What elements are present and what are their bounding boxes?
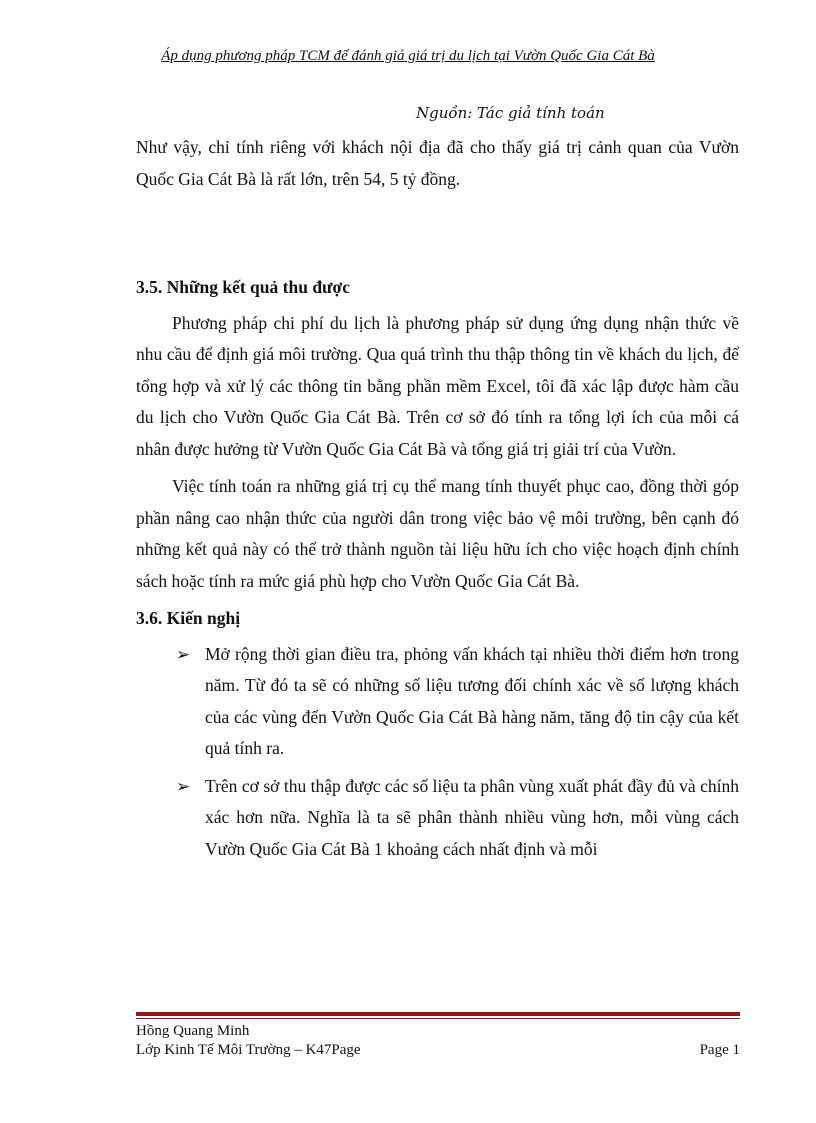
footer-author: Hồng Quang Minh (136, 1023, 250, 1039)
footer-divider-thick (136, 1012, 740, 1016)
list-item (136, 639, 739, 765)
section-heading-3-6: 3.6. Kiến nghị (136, 608, 241, 628)
intro-paragraph: Như vậy, chỉ tính riêng với khách nội địa đã cho thấy giá trị cảnh quan của Vườn Quốc Gia Cát Bà là rất lớn, trên 54, 5 tỷ đồng. (136, 137, 739, 189)
arrow-bullet-icon: ➢ (176, 776, 191, 796)
section-heading-3-5: 3.5. Những kết quả thu được (136, 277, 351, 297)
recommendation-list (136, 639, 739, 866)
page-number: Page 1 (699, 1042, 740, 1058)
table-source-note: Nguồn: Tác giả tính toán (416, 104, 605, 122)
document-body (136, 132, 739, 865)
list-item (136, 771, 739, 866)
recommendation-text: Trên cơ sở thu thập được các số liệu ta phân vùng xuất phát đầy đủ và chính xác hơn nữa. Nghĩa là ta sẽ phân thành nhiều vùng hơn, mỗi vùng cách Vườn Quốc Gia Cát Bà 1 khoảng cách nhất định và mỗi (205, 775, 739, 859)
running-header: Áp dụng phương pháp TCM để đánh giá giá trị du lịch tại Vườn Quốc Gia Cát Bà (161, 48, 655, 64)
footer-class: Lớp Kinh Tế Môi Trường – K47Page (136, 1042, 361, 1058)
footer-divider-thin (136, 1018, 740, 1019)
arrow-bullet-icon: ➢ (176, 644, 191, 664)
page-footer (136, 1022, 740, 1060)
paragraph-results-1: Phương pháp chi phí du lịch là phương pháp sử dụng ứng dụng nhận thức về nhu cầu để định giá môi trường. Qua quá trình thu thập thông tin về khách du lịch, để tổng hợp và xử lý các thông tin bằng phần mềm Excel, tôi đã xác lập được hàm cầu du lịch cho Vườn Quốc Gia Cát Bà. Trên cơ sở đó tính ra tổng lợi ích của mỗi cá nhân được hưởng từ Vườn Quốc Gia Cát Bà và tổng giá trị giải trí của Vườn. (136, 312, 739, 459)
paragraph-results-2: Việc tính toán ra những giá trị cụ thể mang tính thuyết phục cao, đồng thời góp phần nâng cao nhận thức của người dân trong việc bảo vệ môi trường, bên cạnh đó những kết quả này có thể trở thành nguồn tài liệu hữu ích cho việc hoạch định chính sách hoặc tính ra mức giá phù hợp cho Vườn Quốc Gia Cát Bà. (136, 476, 739, 591)
recommendation-text: Mở rộng thời gian điều tra, phỏng vấn khách tại nhiều thời điểm hơn trong năm. Từ đó ta sẽ có những số liệu tương đối chính xác về số lượng khách của các vùng đến Vườn Quốc Gia Cát Bà hàng năm, tăng độ tin cậy của kết quả tính ra. (205, 643, 739, 758)
